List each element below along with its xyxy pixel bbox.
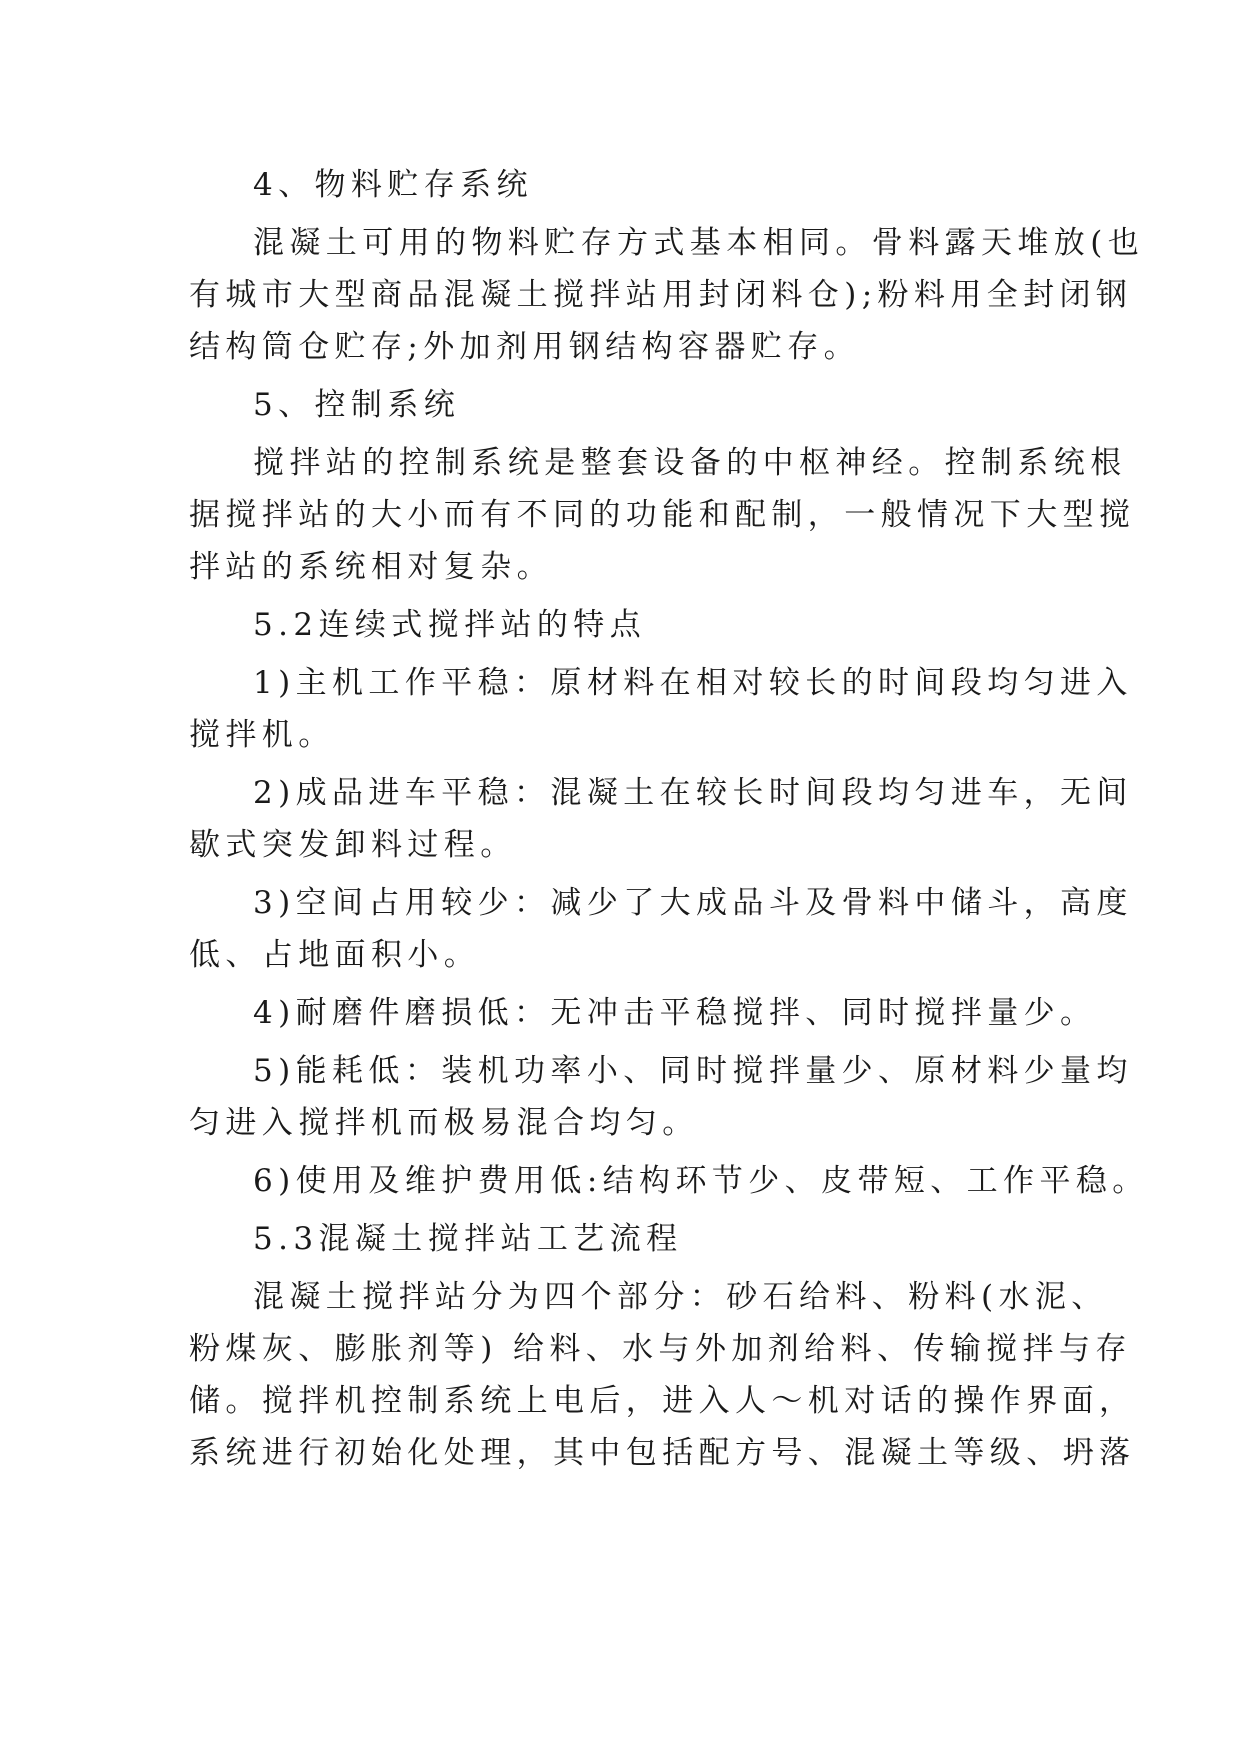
list-item-6: 6)使用及维护费用低:结构环节少、皮带短、工作平稳。 <box>253 1163 1149 1199</box>
paragraph-line: 有城市大型商品混凝土搅拌站用封闭料仓);粉料用全封闭钢 <box>189 277 1133 313</box>
list-item-5: 5)能耗低：装机功率小、同时搅拌量少、原材料少量均 <box>253 1053 1133 1089</box>
heading-process-flow: 5.3混凝土搅拌站工艺流程 <box>253 1221 683 1257</box>
paragraph-line: 搅拌站的控制系统是整套设备的中枢神经。控制系统根 <box>253 445 1127 481</box>
paragraph-line: 混凝土搅拌站分为四个部分：砂石给料、粉料(水泥、 <box>253 1279 1108 1315</box>
heading-control-system: 5、控制系统 <box>253 387 461 423</box>
list-item-3-cont: 低、占地面积小。 <box>189 937 481 973</box>
paragraph-line: 储。搅拌机控制系统上电后，进入人～机对话的操作界面， <box>189 1383 1136 1419</box>
paragraph-line: 拌站的系统相对复杂。 <box>189 549 553 585</box>
paragraph-line: 混凝土可用的物料贮存方式基本相同。骨料露天堆放(也 <box>253 225 1145 261</box>
paragraph-line: 结构筒仓贮存;外加剂用钢结构容器贮存。 <box>189 329 861 365</box>
heading-material-storage: 4、物料贮存系统 <box>253 167 533 203</box>
list-item-3: 3)空间占用较少：减少了大成品斗及骨料中储斗，高度 <box>253 885 1133 921</box>
heading-continuous-station: 5.2连续式搅拌站的特点 <box>253 607 647 643</box>
paragraph-line: 据搅拌站的大小而有不同的功能和配制，一般情况下大型搅 <box>189 497 1136 533</box>
list-item-5-cont: 匀进入搅拌机而极易混合均匀。 <box>189 1105 699 1141</box>
list-item-4: 4)耐磨件磨损低：无冲击平稳搅拌、同时搅拌量少。 <box>253 995 1097 1031</box>
list-item-1: 1)主机工作平稳：原材料在相对较长的时间段均匀进入 <box>253 665 1133 701</box>
list-item-2-cont: 歇式突发卸料过程。 <box>189 827 517 863</box>
paragraph-line: 系统进行初始化处理，其中包括配方号、混凝土等级、坍落 <box>189 1435 1136 1471</box>
paragraph-line: 粉煤灰、膨胀剂等) 给料、水与外加剂给料、传输搅拌与存 <box>189 1331 1132 1367</box>
list-item-1-cont: 搅拌机。 <box>189 717 335 753</box>
list-item-2: 2)成品进车平稳：混凝土在较长时间段均匀进车，无间 <box>253 775 1133 811</box>
